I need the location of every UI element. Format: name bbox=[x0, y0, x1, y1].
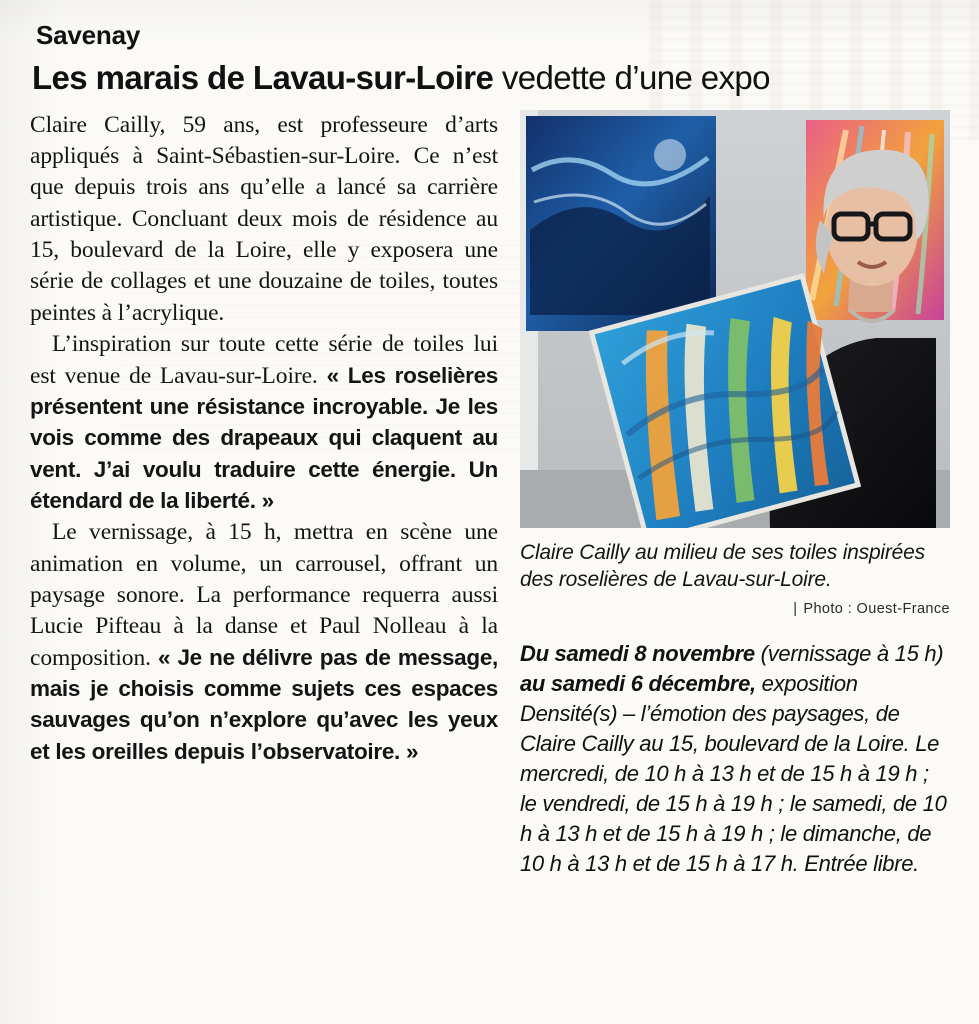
info-vernissage: (vernissage à 15 h) bbox=[754, 641, 944, 667]
paragraph-2 bbox=[30, 329, 498, 517]
info-details: , de Claire Cailly au 15, boulevard de la Loire. Le mercredi, de 10 h à 13 h et de 15 h à 19 h ; le vendredi, de 15 h à 19 h ; le samedi, de 10 h à 13 h et de 15 h à 19 h ; le dimanche, de 10 h à 13 h et de 15 h à 17 h. Entrée libre. bbox=[520, 701, 947, 876]
paragraph-2-quote: « Les roselières présentent une résistance incroyable. Je les vois comme des drapeaux qui claquent au vent. J’ai voulu traduire cette énergie. Un étendard de la liberté. » bbox=[30, 362, 499, 513]
paragraph-3-lead: Le vernissage, à 15 h, mettra en scène une animation en volume, un carrousel, offrant un paysage sonore. La performance requerra aussi Lucie Pifteau à la danse et Paul Nolleau à la composition. bbox=[30, 519, 498, 671]
practical-info-box bbox=[520, 639, 950, 878]
paragraph-3-quote: « Je ne délivre pas de message, mais je choisis comme sujets ces espaces sauvages qu’on n’explore qu’avec les yeux et les oreilles depuis l’observatoire. » bbox=[30, 644, 498, 764]
photo-caption: Claire Cailly au milieu de ses toiles inspirées des roselières de Lavau-sur-Loire. bbox=[520, 540, 925, 591]
article-media-column bbox=[520, 110, 950, 879]
article-kicker: Savenay bbox=[36, 20, 141, 50]
info-dates-end: au samedi 6 décembre, bbox=[520, 671, 756, 697]
paragraph-2-lead: L’inspiration sur toute cette série de toiles lui est venue de Lavau-sur-Loire. bbox=[30, 331, 498, 389]
article-container bbox=[26, 16, 956, 879]
credit-bar: | bbox=[793, 601, 798, 618]
credit-text: Photo : Ouest-France bbox=[803, 601, 950, 618]
article-text-column bbox=[26, 110, 498, 769]
info-dates-start: Du samedi 8 novembre bbox=[520, 641, 755, 667]
paragraph-1: Claire Cailly, 59 ans, est professeure d’arts appliqués à Saint-Sébastien-sur-Loire. Ce n’est que depuis trois ans qu’elle a lancé sa carrière artistique. Concluant deux mois de résidence au 15, boulevard de la Loire, elle y exposera une série de collages et une douzaine de toiles, toutes peintes à l’acrylique. bbox=[30, 111, 498, 326]
article-columns bbox=[26, 110, 956, 879]
page-title bbox=[32, 61, 956, 96]
article-body bbox=[30, 110, 498, 769]
photo-credit bbox=[520, 601, 950, 617]
headline-light: vedette d’une expo bbox=[493, 59, 770, 96]
paragraph-3 bbox=[30, 517, 498, 768]
article-photo bbox=[520, 110, 950, 528]
headline-strong: Les marais de Lavau-sur-Loire bbox=[32, 59, 494, 96]
info-exhibition-title: Densité(s) – l’émotion des paysages bbox=[520, 701, 865, 727]
info-exposition-label: exposition bbox=[755, 671, 858, 697]
